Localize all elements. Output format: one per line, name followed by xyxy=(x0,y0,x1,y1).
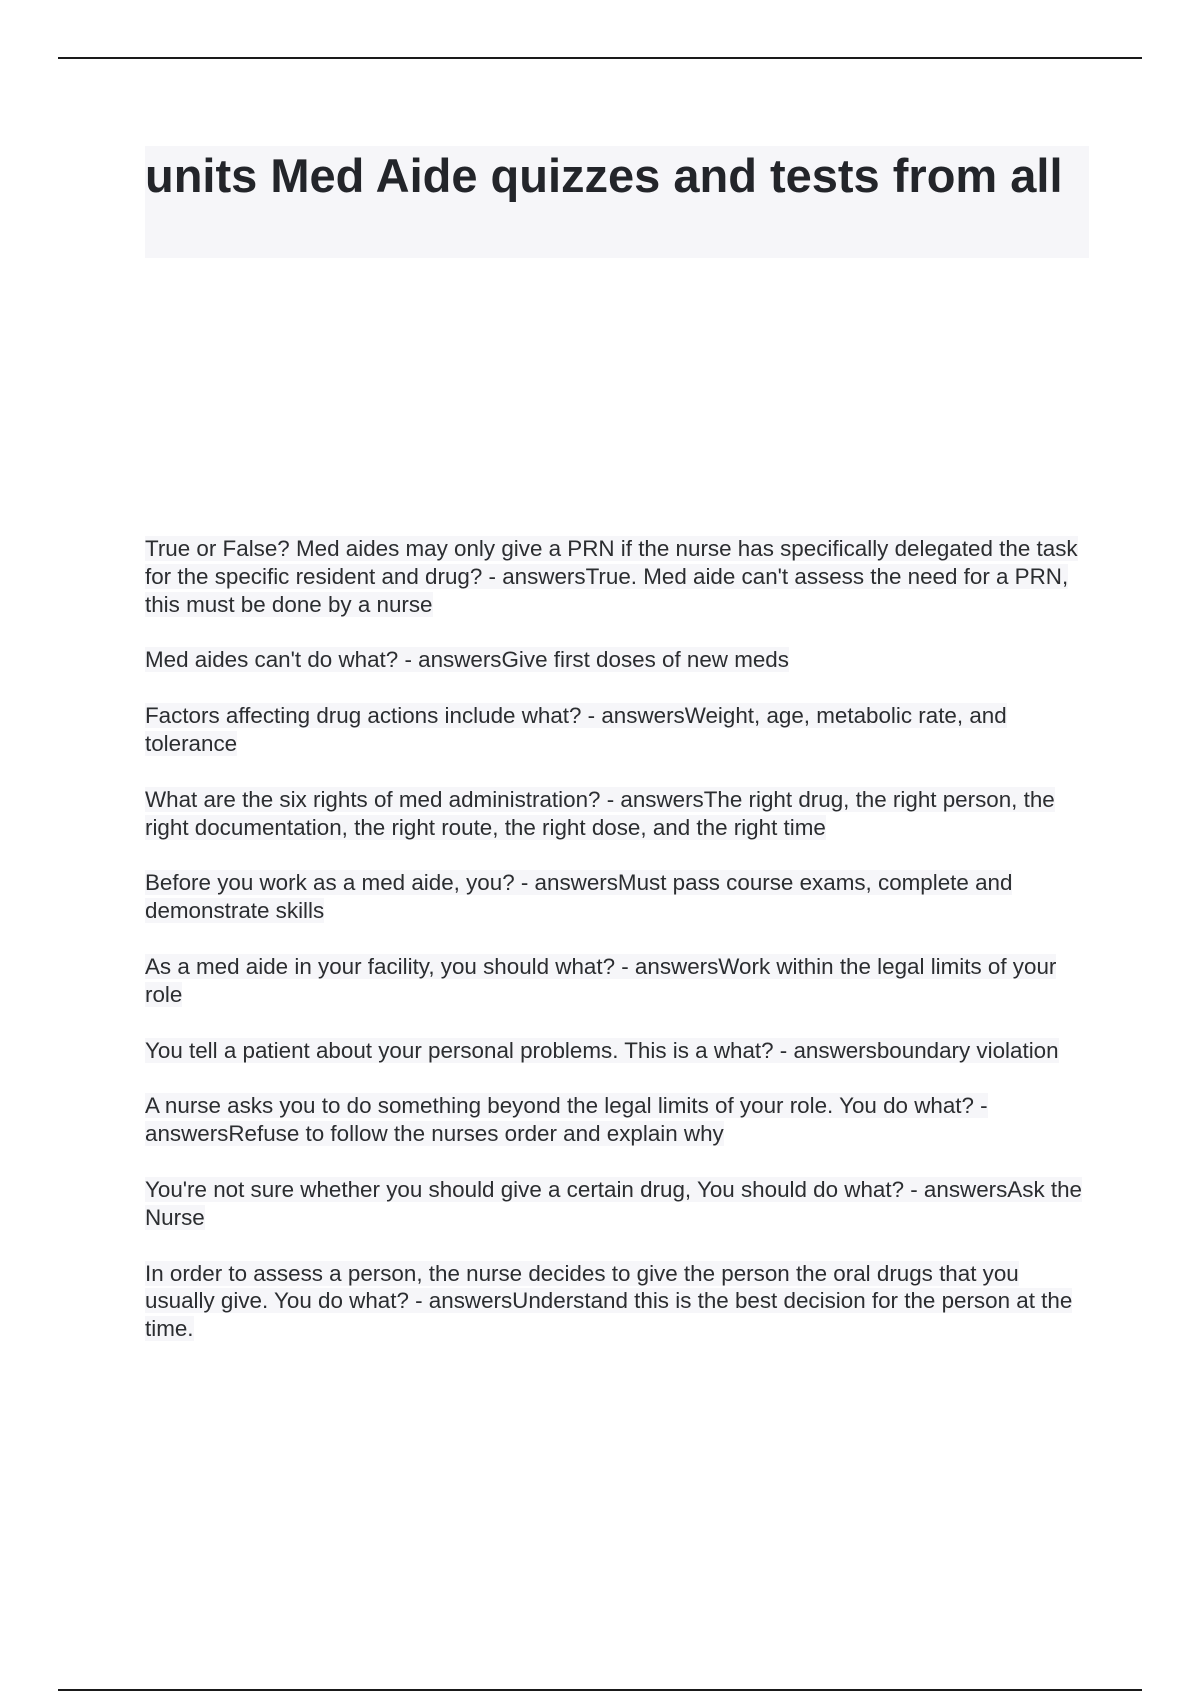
qa-item xyxy=(145,1037,1090,1065)
qa-item xyxy=(145,646,1090,674)
qa-item xyxy=(145,869,1090,925)
qa-item xyxy=(145,1092,1090,1148)
qa-text: Med aides can't do what? - answersGive first doses of new meds xyxy=(145,647,789,673)
qa-text: In order to assess a person, the nurse decides to give the person the oral drugs that you usually give. You do what? - answersUnderstand this is the best decision for the person at the time. xyxy=(145,1260,1073,1342)
qa-item xyxy=(145,953,1090,1009)
qa-text: You're not sure whether you should give a certain drug, You should do what? - answersAsk the Nurse xyxy=(145,1176,1082,1230)
qa-text: Before you work as a med aide, you? - answersMust pass course exams, complete and demonstrate skills xyxy=(145,870,1013,924)
qa-text: What are the six rights of med administration? - answersThe right drug, the right person, the right documentation, the right route, the right dose, and the right time xyxy=(145,786,1055,840)
qa-text: You tell a patient about your personal problems. This is a what? - answersboundary violation xyxy=(145,1037,1059,1063)
bottom-rule xyxy=(58,1689,1142,1691)
qa-item xyxy=(145,535,1090,618)
qa-text: True or False? Med aides may only give a PRN if the nurse has specifically delegated the task for the specific resident and drug? - answersTrue. Med aide can't assess the need for a PRN, this must be done by a nurse xyxy=(145,536,1078,617)
qa-list xyxy=(145,535,1090,1371)
qa-text: A nurse asks you to do something beyond the legal limits of your role. You do what? - answersRefuse to follow the nurses order and explain why xyxy=(145,1093,988,1147)
title-block xyxy=(145,146,1089,258)
qa-text: As a med aide in your facility, you should what? - answersWork within the legal limits of your role xyxy=(145,953,1057,1007)
qa-text: Factors affecting drug actions include what? - answersWeight, age, metabolic rate, and tolerance xyxy=(145,703,1007,756)
document-title: units Med Aide quizzes and tests from all xyxy=(145,149,1063,202)
qa-item xyxy=(145,1176,1090,1232)
qa-item xyxy=(145,702,1090,758)
qa-item xyxy=(145,786,1090,842)
qa-item xyxy=(145,1260,1090,1343)
top-rule xyxy=(58,57,1142,59)
